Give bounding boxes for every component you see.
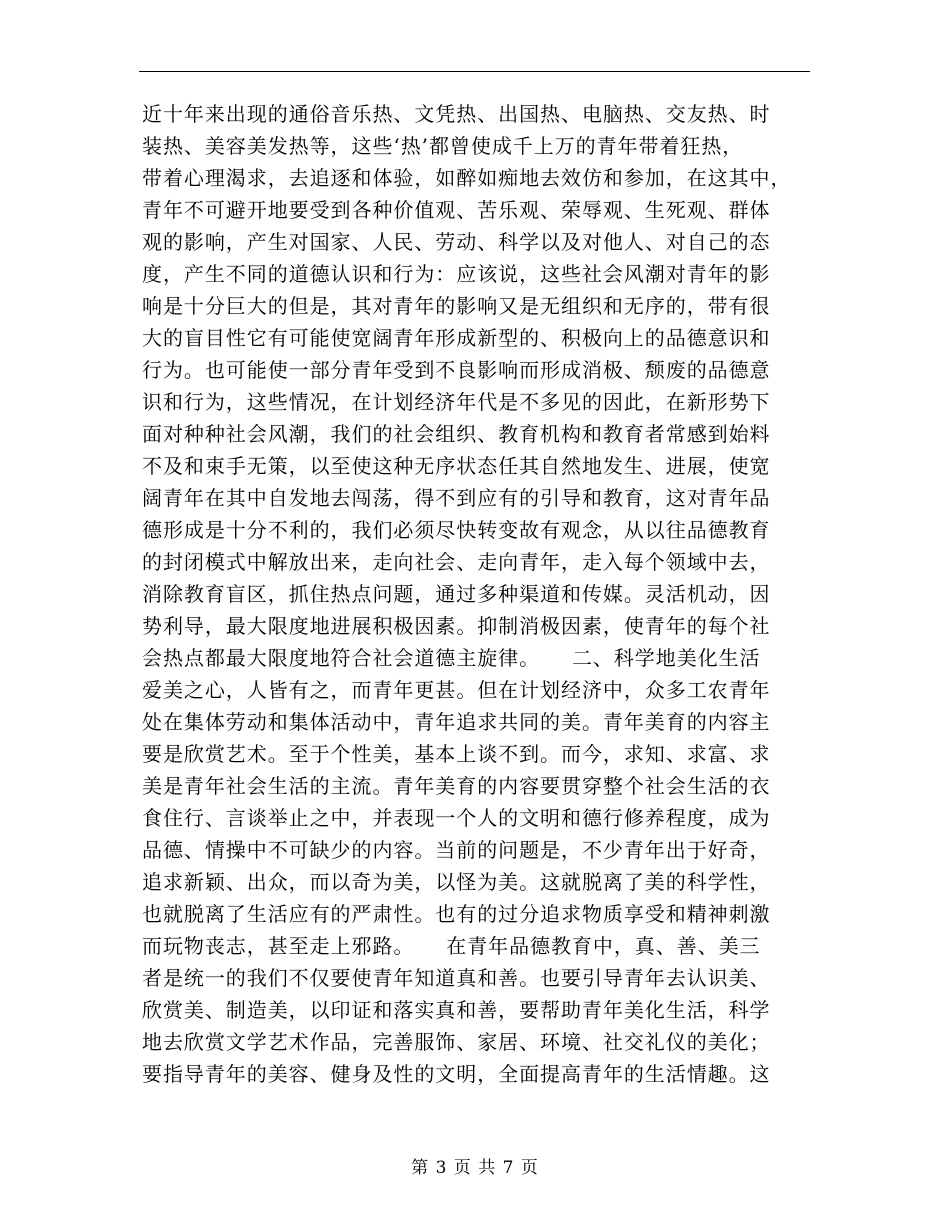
text-line: 也就脱离了生活应有的严肃性。也有的过分追求物质享受和精神刺激 <box>142 902 771 926</box>
text-line: 的封闭模式中解放出来，走向社会、走向青年，走入每个领域中去， <box>142 550 771 574</box>
text-line: 观的影响，产生对国家、人民、劳动、科学以及对他人、对自己的态 <box>142 230 771 254</box>
text-line: 会热点都最大限度地符合社会道德主旋律。 二、科学地美化生活 <box>142 646 761 670</box>
text-line: 不及和束手无策，以至使这种无序状态任其自然地发生、进展，使宽 <box>142 454 771 478</box>
header-rule <box>139 71 810 72</box>
text-line: 势利导，最大限度地进展积极因素。抑制消极因素，使青年的每个社 <box>142 614 771 638</box>
text-line: 追求新颖、出众，而以奇为美，以怪为美。这就脱离了美的科学性， <box>142 870 771 894</box>
page-number-footer: 第 3 页 共 7 页 <box>411 1158 539 1178</box>
text-line: 青年不可避开地要受到各种价值观、苦乐观、荣辱观、生死观、群体 <box>142 198 771 222</box>
text-line: 大的盲目性它有可能使宽阔青年形成新型的、积极向上的品德意识和 <box>142 326 771 350</box>
text-line: 响是十分巨大的但是，其对青年的影响又是无组织和无序的，带有很 <box>142 294 771 318</box>
text-line: 度，产生不同的道德认识和行为：应该说，这些社会风潮对青年的影 <box>142 262 771 286</box>
text-line: 食住行、言谈举止之中，并表现一个人的文明和德行修养程度，成为 <box>142 806 771 830</box>
text-line: 面对种种社会风潮，我们的社会组织、教育机构和教育者常感到始料 <box>142 422 771 446</box>
text-line: 美是青年社会生活的主流。青年美育的内容要贯穿整个社会生活的衣 <box>142 774 771 798</box>
text-line: 带着心理渴求，去追逐和体验，如醉如痴地去效仿和参加，在这其中， <box>142 166 792 190</box>
text-line: 要指导青年的美容、健身及性的文明，全面提高青年的生活情趣。这 <box>142 1062 771 1086</box>
text-line: 者是统一的我们不仅要使青年知道真和善。也要引导青年去认识美、 <box>142 966 771 990</box>
text-line: 品德、情操中不可缺少的内容。当前的问题是，不少青年出于好奇， <box>142 838 771 862</box>
body-text <box>142 98 862 1090</box>
text-line: 处在集体劳动和集体活动中，青年追求共同的美。青年美育的内容主 <box>142 710 771 734</box>
text-line: 欣赏美、制造美，以印证和落实真和善，要帮助青年美化生活，科学 <box>142 998 771 1022</box>
text-line: 而玩物丧志，甚至走上邪路。 在青年品德教育中，真、善、美三 <box>142 934 761 958</box>
text-line: 德形成是十分不利的，我们必须尽快转变故有观念，从以往品德教育 <box>142 518 771 542</box>
text-line: 消除教育盲区，抓住热点问题，通过多种渠道和传媒。灵活机动，因 <box>142 582 771 606</box>
text-line: 爱美之心，人皆有之，而青年更甚。但在计划经济中，众多工农青年 <box>142 678 771 702</box>
text-line: 阔青年在其中自发地去闯荡，得不到应有的引导和教育，这对青年品 <box>142 486 771 510</box>
text-line: 行为。也可能使一部分青年受到不良影响而形成消极、颓废的品德意 <box>142 358 771 382</box>
text-line: 识和行为，这些情况，在计划经济年代是不多见的因此，在新形势下 <box>142 390 771 414</box>
text-line: 地去欣赏文学艺术作品，完善服饰、家居、环境、社交礼仪的美化； <box>142 1030 771 1054</box>
text-line: 要是欣赏艺术。至于个性美，基本上谈不到。而今，求知、求富、求 <box>142 742 771 766</box>
text-line: 装热、美容美发热等，这些‘热’都曾使成千上万的青年带着狂热， <box>142 134 744 158</box>
text-line: 近十年来出现的通俗音乐热、文凭热、出国热、电脑热、交友热、时 <box>142 102 771 126</box>
